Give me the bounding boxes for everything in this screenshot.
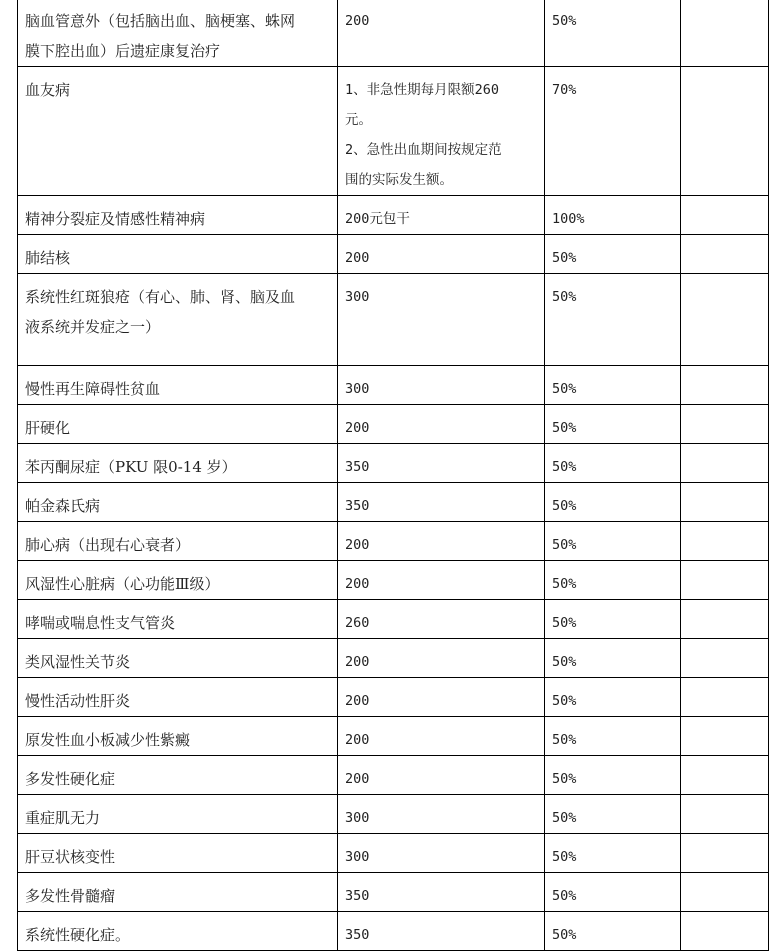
disease-name-cell	[18, 522, 338, 561]
table-row	[18, 522, 769, 561]
monthly-limit-cell-line: 200	[345, 693, 370, 709]
disease-name-cell-line: 多发性骨髓瘤	[25, 887, 116, 905]
empty-cell	[681, 0, 769, 67]
empty-cell	[681, 67, 769, 196]
table-row	[18, 274, 769, 366]
disease-name-cell-line: 哮喘或喘息性支气管炎	[25, 614, 176, 632]
reimbursement-ratio-cell: 50%	[545, 405, 681, 444]
monthly-limit-cell	[338, 0, 545, 67]
disease-name-cell	[18, 678, 338, 717]
monthly-limit-cell-line: 200	[345, 771, 370, 787]
disease-name-cell-line: 血友病	[25, 81, 71, 99]
disease-name-cell	[18, 366, 338, 405]
table-body	[18, 0, 769, 951]
reimbursement-ratio-cell: 50%	[545, 600, 681, 639]
disease-name-cell	[18, 0, 338, 67]
monthly-limit-cell-line: 200元包干	[345, 211, 410, 227]
disease-name-cell	[18, 274, 338, 366]
empty-cell	[681, 795, 769, 834]
table-row	[18, 444, 769, 483]
disease-name-cell-line: 慢性再生障碍性贫血	[25, 380, 161, 398]
empty-cell	[681, 717, 769, 756]
monthly-limit-cell-line: 200	[345, 654, 370, 670]
disease-name-cell	[18, 235, 338, 274]
table-row	[18, 483, 769, 522]
disease-name-cell	[18, 912, 338, 951]
table-row	[18, 834, 769, 873]
reimbursement-ratio-cell: 50%	[545, 873, 681, 912]
disease-name-cell	[18, 405, 338, 444]
disease-name-cell	[18, 483, 338, 522]
table-row	[18, 873, 769, 912]
monthly-limit-cell-line: 300	[345, 289, 370, 305]
disease-name-cell	[18, 561, 338, 600]
table-row	[18, 235, 769, 274]
disease-name-cell-line: 系统性硬化症。	[25, 926, 131, 944]
monthly-limit-cell	[338, 600, 545, 639]
empty-cell	[681, 600, 769, 639]
disease-name-cell	[18, 795, 338, 834]
disease-name-cell	[18, 639, 338, 678]
reimbursement-ratio-cell: 50%	[545, 483, 681, 522]
table-row	[18, 678, 769, 717]
disease-name-cell-line: 液系统并发症之一）	[25, 318, 161, 336]
disease-name-cell-line: 精神分裂症及情感性精神病	[25, 210, 206, 228]
empty-cell	[681, 834, 769, 873]
disease-name-cell-line: 原发性血小板减少性紫癜	[25, 731, 191, 749]
table-row	[18, 561, 769, 600]
table-row	[18, 795, 769, 834]
monthly-limit-cell	[338, 717, 545, 756]
reimbursement-ratio-cell: 50%	[545, 444, 681, 483]
monthly-limit-cell-line: 300	[345, 810, 370, 826]
disease-name-cell-line: 肝豆状核变性	[25, 848, 116, 866]
disease-name-cell-line: 脑血管意外（包括脑出血、脑梗塞、蛛网	[25, 12, 296, 30]
reimbursement-ratio-cell: 50%	[545, 717, 681, 756]
monthly-limit-cell-line: 260	[345, 615, 370, 631]
reimbursement-ratio-cell: 50%	[545, 274, 681, 366]
table-row	[18, 366, 769, 405]
reimbursement-ratio-cell: 50%	[545, 235, 681, 274]
reimbursement-ratio-cell: 50%	[545, 678, 681, 717]
empty-cell	[681, 366, 769, 405]
disease-name-cell-line: 苯丙酮尿症（PKU 限0-14 岁）	[25, 458, 237, 476]
monthly-limit-cell	[338, 366, 545, 405]
empty-cell	[681, 678, 769, 717]
disease-name-cell-line: 肺结核	[25, 249, 71, 267]
empty-cell	[681, 561, 769, 600]
empty-cell	[681, 235, 769, 274]
reimbursement-ratio-cell: 100%	[545, 196, 681, 235]
disease-name-cell	[18, 756, 338, 795]
monthly-limit-cell-line: 2、急性出血期间按规定范	[345, 142, 502, 158]
monthly-limit-cell-line: 200	[345, 576, 370, 592]
monthly-limit-cell	[338, 639, 545, 678]
empty-cell	[681, 196, 769, 235]
empty-cell	[681, 274, 769, 366]
monthly-limit-cell-line: 200	[345, 732, 370, 748]
empty-cell	[681, 522, 769, 561]
reimbursement-ratio-cell: 50%	[545, 639, 681, 678]
disease-name-cell	[18, 600, 338, 639]
monthly-limit-cell-line: 200	[345, 250, 370, 266]
empty-cell	[681, 639, 769, 678]
disease-name-cell-line: 系统性红斑狼疮（有心、肺、肾、脑及血	[25, 288, 296, 306]
empty-cell	[681, 912, 769, 951]
reimbursement-ratio-cell: 50%	[545, 795, 681, 834]
disease-name-cell-line: 肝硬化	[25, 419, 71, 437]
table-row	[18, 405, 769, 444]
disease-name-cell	[18, 717, 338, 756]
reimbursement-ratio-cell: 50%	[545, 522, 681, 561]
empty-cell	[681, 444, 769, 483]
monthly-limit-cell-line: 200	[345, 420, 370, 436]
monthly-limit-cell	[338, 483, 545, 522]
monthly-limit-cell-line: 200	[345, 537, 370, 553]
monthly-limit-cell	[338, 873, 545, 912]
reimbursement-ratio-cell: 70%	[545, 67, 681, 196]
monthly-limit-cell-line: 300	[345, 849, 370, 865]
monthly-limit-cell-line: 350	[345, 498, 370, 514]
monthly-limit-cell-line: 350	[345, 459, 370, 475]
monthly-limit-cell-line: 元。	[345, 112, 372, 128]
disease-reimbursement-table	[17, 0, 769, 951]
empty-cell	[681, 873, 769, 912]
table-row	[18, 67, 769, 196]
monthly-limit-cell	[338, 522, 545, 561]
monthly-limit-cell-line: 围的实际发生额。	[345, 172, 453, 188]
monthly-limit-cell	[338, 795, 545, 834]
disease-name-cell-line: 多发性硬化症	[25, 770, 116, 788]
monthly-limit-cell-line: 350	[345, 888, 370, 904]
empty-cell	[681, 483, 769, 522]
disease-name-cell	[18, 873, 338, 912]
reimbursement-ratio-cell: 50%	[545, 561, 681, 600]
monthly-limit-cell	[338, 912, 545, 951]
table-row	[18, 756, 769, 795]
monthly-limit-cell-line: 300	[345, 381, 370, 397]
monthly-limit-cell	[338, 405, 545, 444]
monthly-limit-cell	[338, 678, 545, 717]
monthly-limit-cell	[338, 444, 545, 483]
monthly-limit-cell-line: 1、非急性期每月限额260	[345, 82, 500, 98]
monthly-limit-cell	[338, 834, 545, 873]
disease-name-cell	[18, 196, 338, 235]
disease-name-cell	[18, 834, 338, 873]
reimbursement-ratio-cell: 50%	[545, 756, 681, 795]
monthly-limit-cell	[338, 274, 545, 366]
disease-name-cell-line: 肺心病（出现右心衰者）	[25, 536, 191, 554]
disease-name-cell	[18, 444, 338, 483]
monthly-limit-cell	[338, 235, 545, 274]
table-row	[18, 196, 769, 235]
disease-name-cell-line: 膜下腔出血）后遗症康复治疗	[25, 42, 221, 60]
disease-name-cell-line: 类风湿性关节炎	[25, 653, 131, 671]
reimbursement-ratio-cell: 50%	[545, 912, 681, 951]
monthly-limit-cell	[338, 67, 545, 196]
table-row	[18, 600, 769, 639]
reimbursement-ratio-cell: 50%	[545, 0, 681, 67]
monthly-limit-cell-line: 350	[345, 927, 370, 943]
reimbursement-ratio-cell: 50%	[545, 834, 681, 873]
monthly-limit-cell	[338, 561, 545, 600]
reimbursement-ratio-cell: 50%	[545, 366, 681, 405]
disease-name-cell-line: 帕金森氏病	[25, 497, 101, 515]
monthly-limit-cell	[338, 756, 545, 795]
empty-cell	[681, 756, 769, 795]
disease-name-cell	[18, 67, 338, 196]
disease-name-cell-line: 重症肌无力	[25, 809, 101, 827]
empty-cell	[681, 405, 769, 444]
table-row	[18, 0, 769, 67]
table-row	[18, 639, 769, 678]
table-row	[18, 912, 769, 951]
table-row	[18, 717, 769, 756]
monthly-limit-cell-line: 200	[345, 13, 370, 29]
disease-name-cell-line: 风湿性心脏病（心功能Ⅲ级）	[25, 575, 220, 593]
disease-name-cell-line: 慢性活动性肝炎	[25, 692, 131, 710]
monthly-limit-cell	[338, 196, 545, 235]
